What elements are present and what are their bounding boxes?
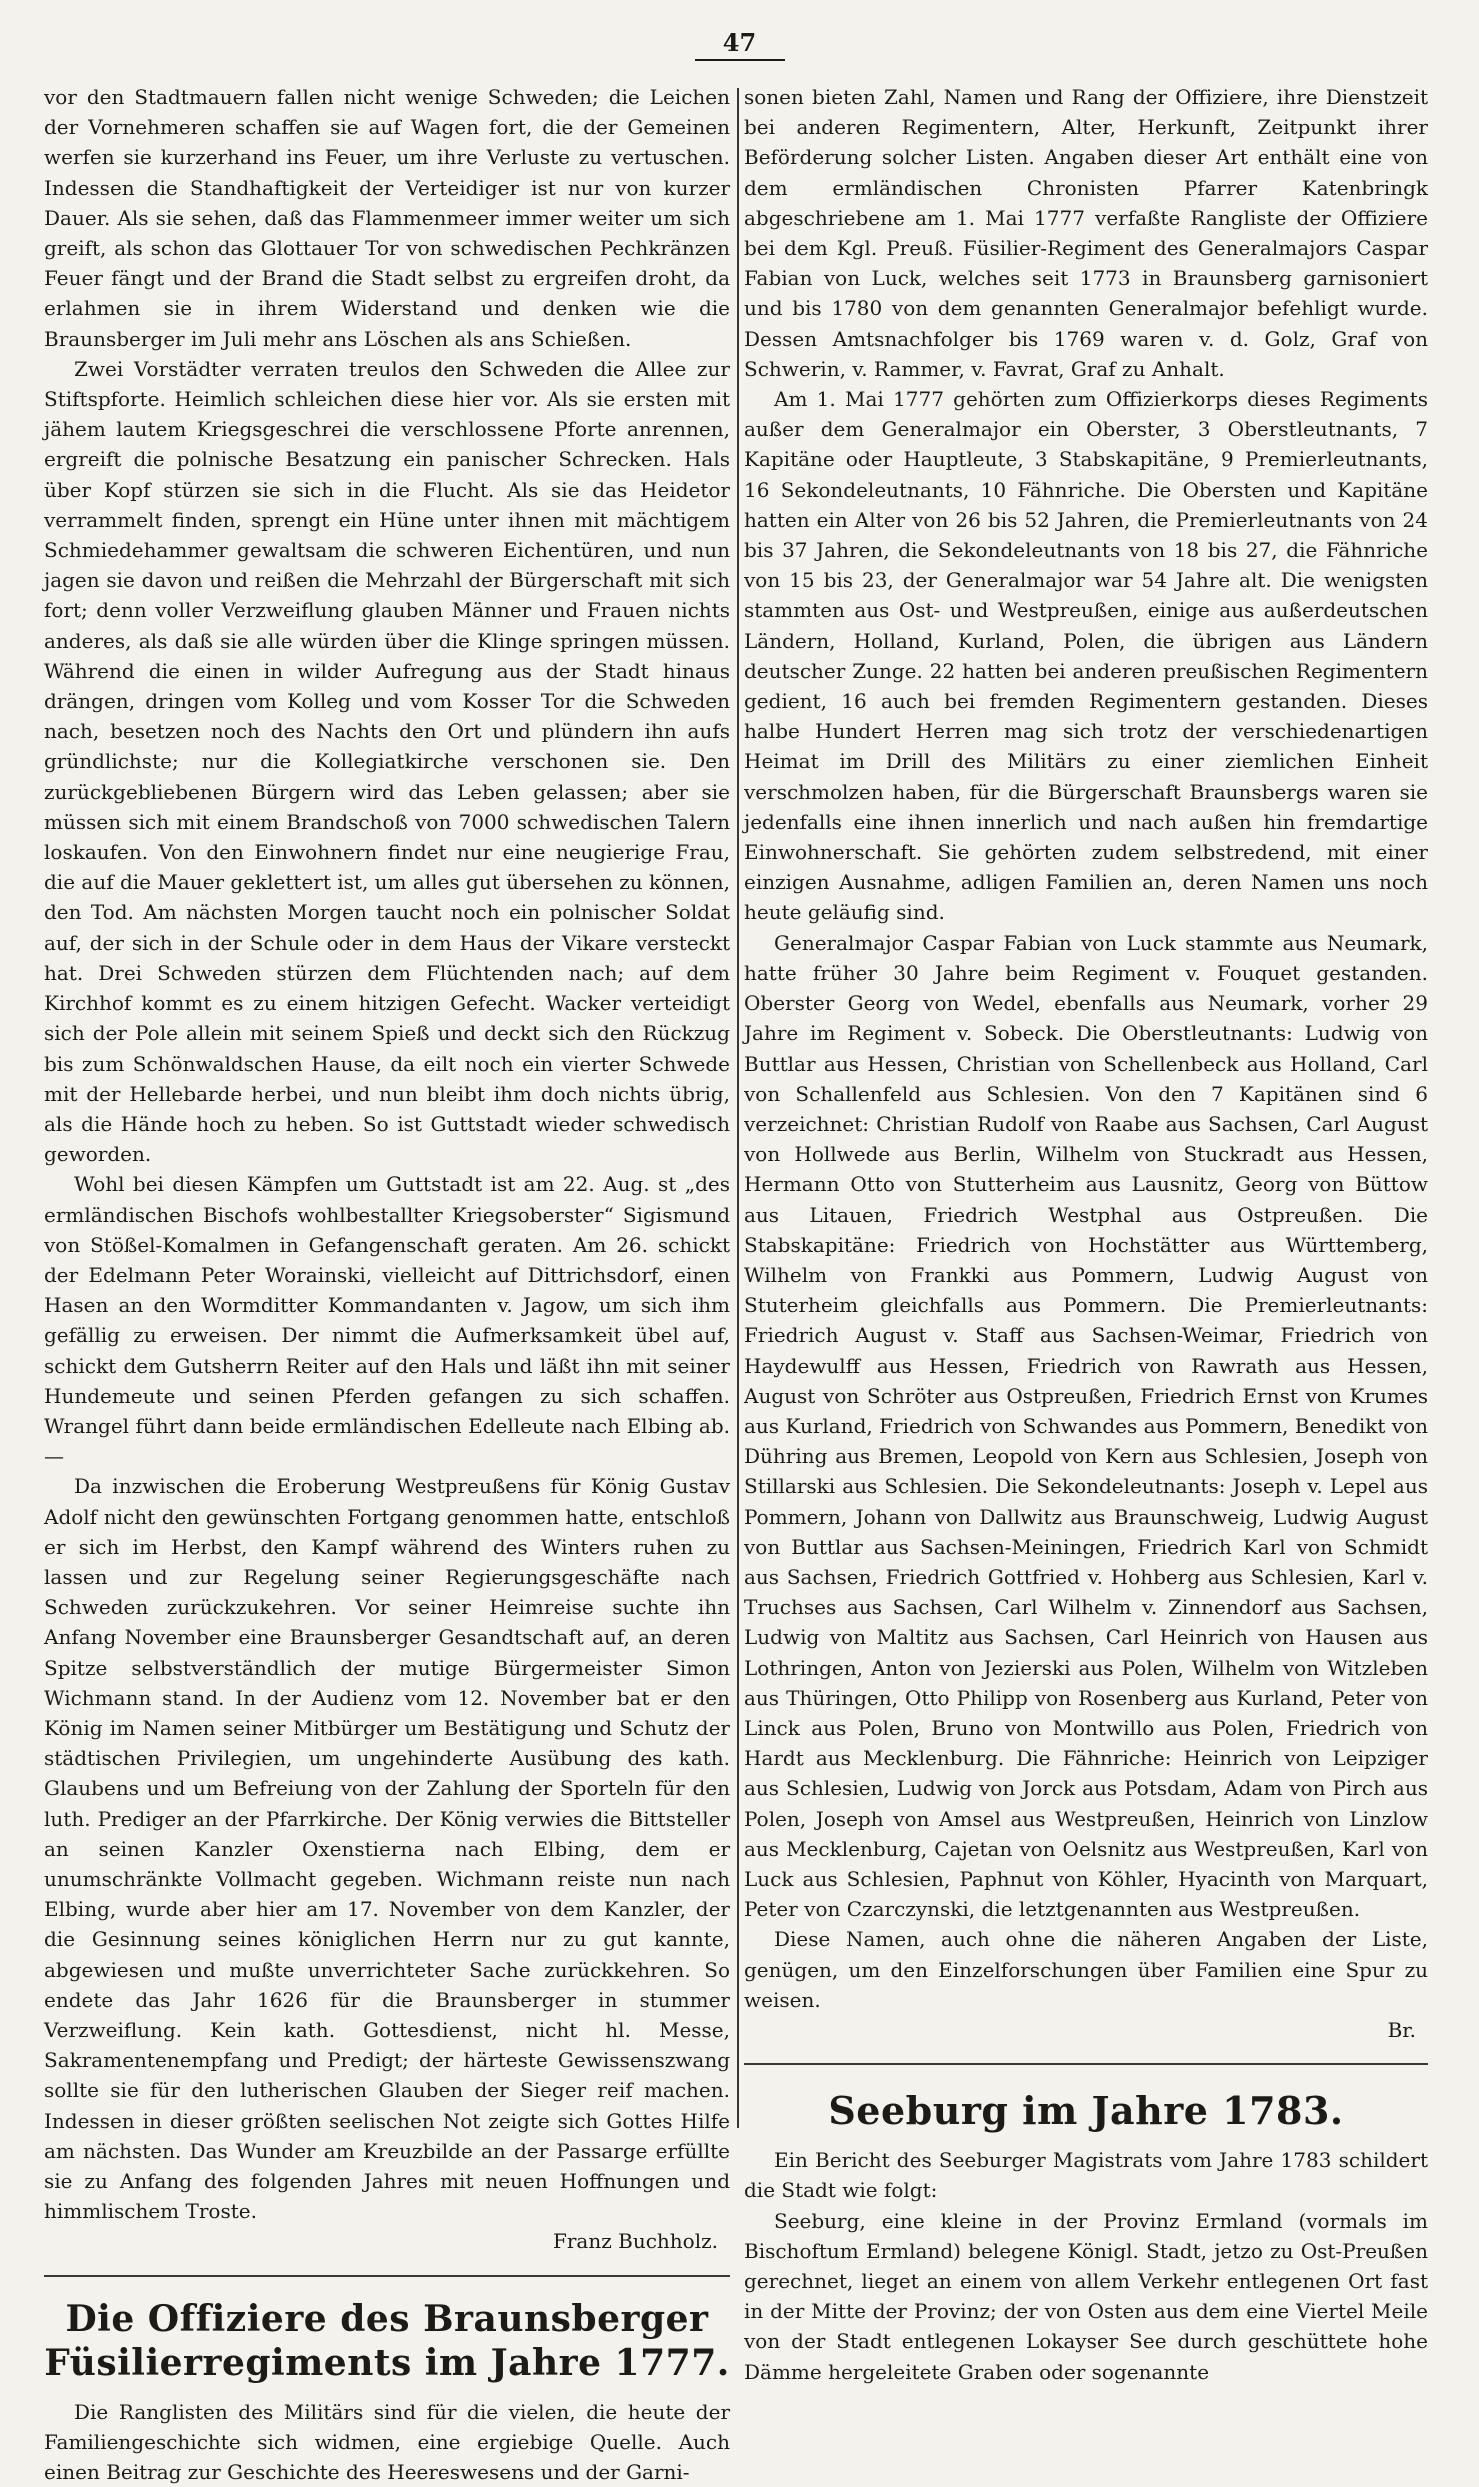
article2-paragraph: Diese Namen, auch ohne die näheren Angaben der Liste, genügen, um den Einzelforschungen über Familien eine Spur zu weisen. xyxy=(744,1927,1428,2012)
article1-paragraph: Zwei Vorstädter verraten treulos den Schweden die Allee zur Stiftspforte. Heimlich schleichen diese hier vor. Als sie ersten mit jähem lautem Kriegsgeschrei die verschlossene Pforte anrennen, ergreift die polnische Besatzung ein panischer Schrecken. Hals über Kopf stürzen sie sich in die Flucht. Als sie das Heidetor verrammelt finden, sprengt ein Hüne unter ihnen mit mächtigem Schmiedehammer gewaltsam die schweren Eichentüren, und nun jagen sie davon und reißen die Mehrzahl der Bürgerschaft mit sich fort; denn voller Verzweiflung glauben Männer und Frauen nichts anderes, als daß sie alle würden über die Klinge springen müssen. Während die einen in wilder Aufregung aus der Stadt hinaus drängen, dringen vom Kolleg und vom Kosser Tor die Schweden nach, besetzen noch des Nachts den Ort und plündern ihn aufs gründlichste; nur die Kollegiatkirche verschonen sie. Den zurückgebliebenen Bürgern wird das Leben gelassen; aber sie müssen sich mit einem Brandschoß von 7000 schwedischen Talern loskaufen. Von den Einwohnern findet nur eine neugierige Frau, die auf die Mauer geklettert ist, um alles gut übersehen zu können, den Tod. Am nächsten Morgen taucht noch ein polnischer Soldat auf, der sich in der Schule oder in dem Haus der Vikare versteckt hat. Drei Schweden stürzen dem Flüchtenden nach; auf dem Kirchhof kommt es zu einem hitzigen Gefecht. Wacker verteidigt sich der Pole allein mit seinem Spieß und deckt sich den Rückzug bis zum Schönwaldschen Hause, da eilt noch ein vierter Schwede mit der Hellebarde herbei, und nun bleibt ihm doch nichts übrig, als die Hände hoch zu heben. So ist Guttstadt wieder schwedisch geworden. xyxy=(44,356,731,1167)
article-separator xyxy=(44,2275,730,2277)
article3-heading: Seeburg im Jahre 1783. xyxy=(828,2088,1344,2134)
article3-paragraph: Seeburg, eine kleine in der Provinz Ermland (vormals im Bischoftum Ermland) belegene Königl. Stadt, jetzo zu Ost-Preußen gerechnet, lieget an einem von allem Verkehr entlegenen Ort fast in der Mitte der Provinz; der von Osten aus dem eine Viertel Meile von der Stadt entlegenen Lokayser See durch geschüttete hohe Dämme hergeleitete Graben oder sogenannte xyxy=(744,2208,1428,2384)
page-number-rule xyxy=(695,59,785,61)
article1-author: Franz Buchholz. xyxy=(552,2229,718,2254)
article2-paragraph: Generalmajor Caspar Fabian von Luck stammte aus Neumark, hatte früher 30 Jahre beim Regiment v. Fouquet gestanden. Oberster Georg von Wedel, ebenfalls aus Neumark, vorher 29 Jahre im Regiment v. Sobeck. Die Oberstleutnants: Ludwig von Buttlar aus Hessen, Christian von Schellenbeck aus Holland, Carl von Schallenfeld aus Schlesien. Von den 7 Kapitänen sind 6 verzeichnet: Christian Rudolf von Raabe aus Sachsen, Carl August von Hollwede aus Berlin, Wilhelm von Stuckradt aus Hessen, Hermann Otto von Stutterheim aus Lausnitz, Georg von Büttow aus Litauen, Friedrich Westphal aus Ostpreußen. Die Stabskapitäne: Friedrich von Hochstätter aus Württemberg, Wilhelm von Frankki aus Pommern, Ludwig August von Stuterheim gleichfalls aus Pommern. Die Premierleutnants: Friedrich August v. Staff aus Sachsen-Weimar, Friedrich von Haydewulff aus Hessen, Friedrich von Rawrath aus Hessen, August von Schröter aus Ostpreußen, Friedrich Ernst von Krumes aus Kurland, Friedrich von Schwandes aus Pommern, Benedikt von Dühring aus Bremen, Leopold von Kern aus Schlesien, Joseph von Stillarski aus Schlesien. Die Sekondeleutnants: Joseph v. Lepel aus Pommern, Johann von Dallwitz aus Braunschweig, Ludwig August von Buttlar aus Sachsen-Meiningen, Friedrich Karl von Schmidt aus Sachsen, Friedrich Gottfried v. Hohberg aus Schlesien, Karl v. Truchses aus Sachsen, Carl Wilhelm v. Zinnendorf aus Sachsen, Ludwig von Maltitz aus Sachsen, Carl Heinrich von Hausen aus Lothringen, Anton von Jezierski aus Polen, Wilhelm von Witzleben aus Thüringen, Otto Philipp von Rosenberg aus Kurland, Peter von Linck aus Polen, Bruno von Montwillo aus Polen, Friedrich von Hardt aus Mecklenburg. Die Fähnriche: Heinrich von Leipziger aus Schlesien, Ludwig von Jorck aus Potsdam, Adam von Pirch aus Polen, Joseph von Amsel aus Westpreußen, Heinrich von Linzlow aus Mecklenburg, Cajetan von Oelsnitz aus Westpreußen, Karl von Luck aus Schlesien, Paphnut von Köhler, Hyacinth von Marquart, Peter von Czarczynski, die letztgenannten aus Westpreußen. xyxy=(744,930,1428,1922)
article2-heading: Die Offiziere des Braunsberger Füsilierregiments im Jahre 1777. xyxy=(44,2297,730,2384)
article1-paragraph: Wohl bei diesen Kämpfen um Guttstadt ist am 22. Aug. st „des ermländischen Bischofs wohlbestallter Kriegsoberster“ Sigismund von Stößel-Komalmen in Gefangenschaft geraten. Am 26. schickt der Edelmann Peter Worainski, vielleicht auf Dittrichsdorf, einen Hasen an den Wormditter Kommandanten v. Jagow, um sich ihm gefällig zu erweisen. Der nimmt die Aufmerksamkeit übel auf, schickt dem Gutsherrn Reiter auf den Hals und läßt ihn mit seiner Hundemeute und seinen Pferden gefangen zu sich schaffen. Wrangel führt dann beide ermländischen Edelleute nach Elbing ab. — xyxy=(44,1172,730,1469)
column-divider xyxy=(737,88,739,2128)
article2-author: Br. xyxy=(1387,2018,1416,2042)
article1-paragraph: Da inzwischen die Eroberung Westpreußens für König Gustav Adolf nicht den gewünschten Fortgang genommen hatte, entschloß er sich im Herbst, den Kampf während des Winters ruhen zu lassen und zur Regelung seiner Regierungsgeschäfte nach Schweden zurückzukehren. Vor seiner Heimreise suchte ihn Anfang November eine Braunsberger Gesandtschaft auf, an deren Spitze selbstverständlich der mutige Bürgermeister Simon Wichmann stand. In der Audienz vom 12. November bat er den König im Namen seiner Mitbürger um Bestätigung und Schutz der städtischen Privilegien, um ungehinderte Ausübung des kath. Glaubens und um Befreiung von der Zahlung der Sporteln für den luth. Prediger an der Pfarrkirche. Der König verwies die Bittsteller an seinen Kanzler Oxenstierna nach Elbing, dem er unumschränkte Vollmacht gegeben. Wichmann reiste nun nach Elbing, wurde aber hier am 17. November von dem Kanzler, der die Gesinnung seines königlichen Herrn nur zu gut kannte, abgewiesen und mußte unverrichteter Sache zurückkehren. So endete das Jahr 1626 für die Braunsberger in stummer Verzweiflung. Kein kath. Gottesdienst, nicht hl. Messe, Sakramentenempfang und Predigt; der härteste Gewissenszwang sollte sie für den lutherischen Glauben der Sieger reif machen. Indessen in dieser größten seelischen Not zeigte sich Gottes Hilfe am nächsten. Das Wunder am Kreuzbilde an der Passarge erfüllte sie zu Anfang des folgenden Jahres mit neuen Hoffnungen und himmlischem Troste. xyxy=(44,1474,730,2224)
article2-paragraph: Die Ranglisten des Militärs sind für die vielen, die heute der Familiengeschichte sich widmen, eine ergiebige Quelle. Auch einen Beitrag zur Geschichte des Heereswesens und der Garni- xyxy=(44,2399,730,2485)
article2-paragraph: sonen bieten Zahl, Namen und Rang der Offiziere, ihre Dienstzeit bei anderen Regimentern, Alter, Herkunft, Zeitpunkt ihrer Beförderung solcher Listen. Angaben dieser Art enthält eine von dem ermländischen Chronisten Pfarrer Katenbringk abgeschriebene am 1. Mai 1777 verfaßte Rangliste der Offiziere bei dem Kgl. Preuß. Füsilier-Regiment des Generalmajors Caspar Fabian von Luck, welches seit 1773 in Braunsberg garnisoniert und bis 1780 von dem genannten Generalmajor befehligt wurde. Dessen Amtsnachfolger bis 1769 waren v. d. Golz, Graf von Schwerin, v. Rammer, v. Favrat, Graf zu Anhalt. xyxy=(744,85,1428,381)
article1-paragraph: vor den Stadtmauern fallen nicht wenige Schweden; die Leichen der Vornehmeren schaffen sie auf Wagen fort, die der Gemeinen werfen sie kurzerhand ins Feuer, um ihre Verluste zu vertuschen. Indessen die Standhaftigkeit der Verteidiger ist nur von kurzer Dauer. Als sie sehen, daß das Flammenmeer immer weiter um sich greift, als schon das Glottauer Tor von schwedischen Pechkränzen Feuer fängt und der Brand die Stadt selbst zu ergreifen droht, da erlahmen sie in ihrem Widerstand und denken wie die Braunsberger im Juli mehr ans Löschen als ans Schießen. xyxy=(44,85,730,351)
right-column xyxy=(744,82,1428,2387)
page-number-text: 47 xyxy=(722,28,757,57)
article3-paragraph: Ein Bericht des Seeburger Magistrats vom Jahre 1783 schildert die Stadt wie folgt: xyxy=(744,2148,1428,2203)
article-separator xyxy=(744,2063,1428,2065)
left-column xyxy=(44,82,730,2487)
article2-paragraph: Am 1. Mai 1777 gehörten zum Offizierkorps dieses Regiments außer dem Generalmajor ein Oberster, 3 Oberstleutnants, 7 Kapitäne oder Hauptleute, 3 Stabskapitäne, 9 Premierleutnants, 16 Sekondeleutnants, 10 Fähnriche. Die Obersten und Kapitäne hatten ein Alter von 26 bis 52 Jahren, die Premierleutnants von 24 bis 37 Jahren, die Sekondeleutnants von 18 bis 27, die Fähnriche von 15 bis 23, der Generalmajor war 54 Jahre alt. Die wenigsten stammten aus Ost- und Westpreußen, einige aus außerdeutschen Ländern, Holland, Kurland, Polen, die übrigen aus Ländern deutscher Zunge. 22 hatten bei anderen preußischen Regimentern gedient, 16 auch bei fremden Regimentern gestanden. Dieses halbe Hundert Herren mag sich trotz der verschiedenartigen Heimat im Drill des Militärs zu einer ziemlichen Einheit verschmolzen haben, für die Bürgerschaft Braunsbergs waren sie jedenfalls eine ihnen innerlich und nach außen hin fremdartige Einwohnerschaft. Sie gehörten zudem selbstredend, mit einer einzigen Ausnahme, adligen Familien an, deren Namen uns noch heute geläufig sind. xyxy=(744,387,1428,925)
page-number xyxy=(0,28,1479,61)
